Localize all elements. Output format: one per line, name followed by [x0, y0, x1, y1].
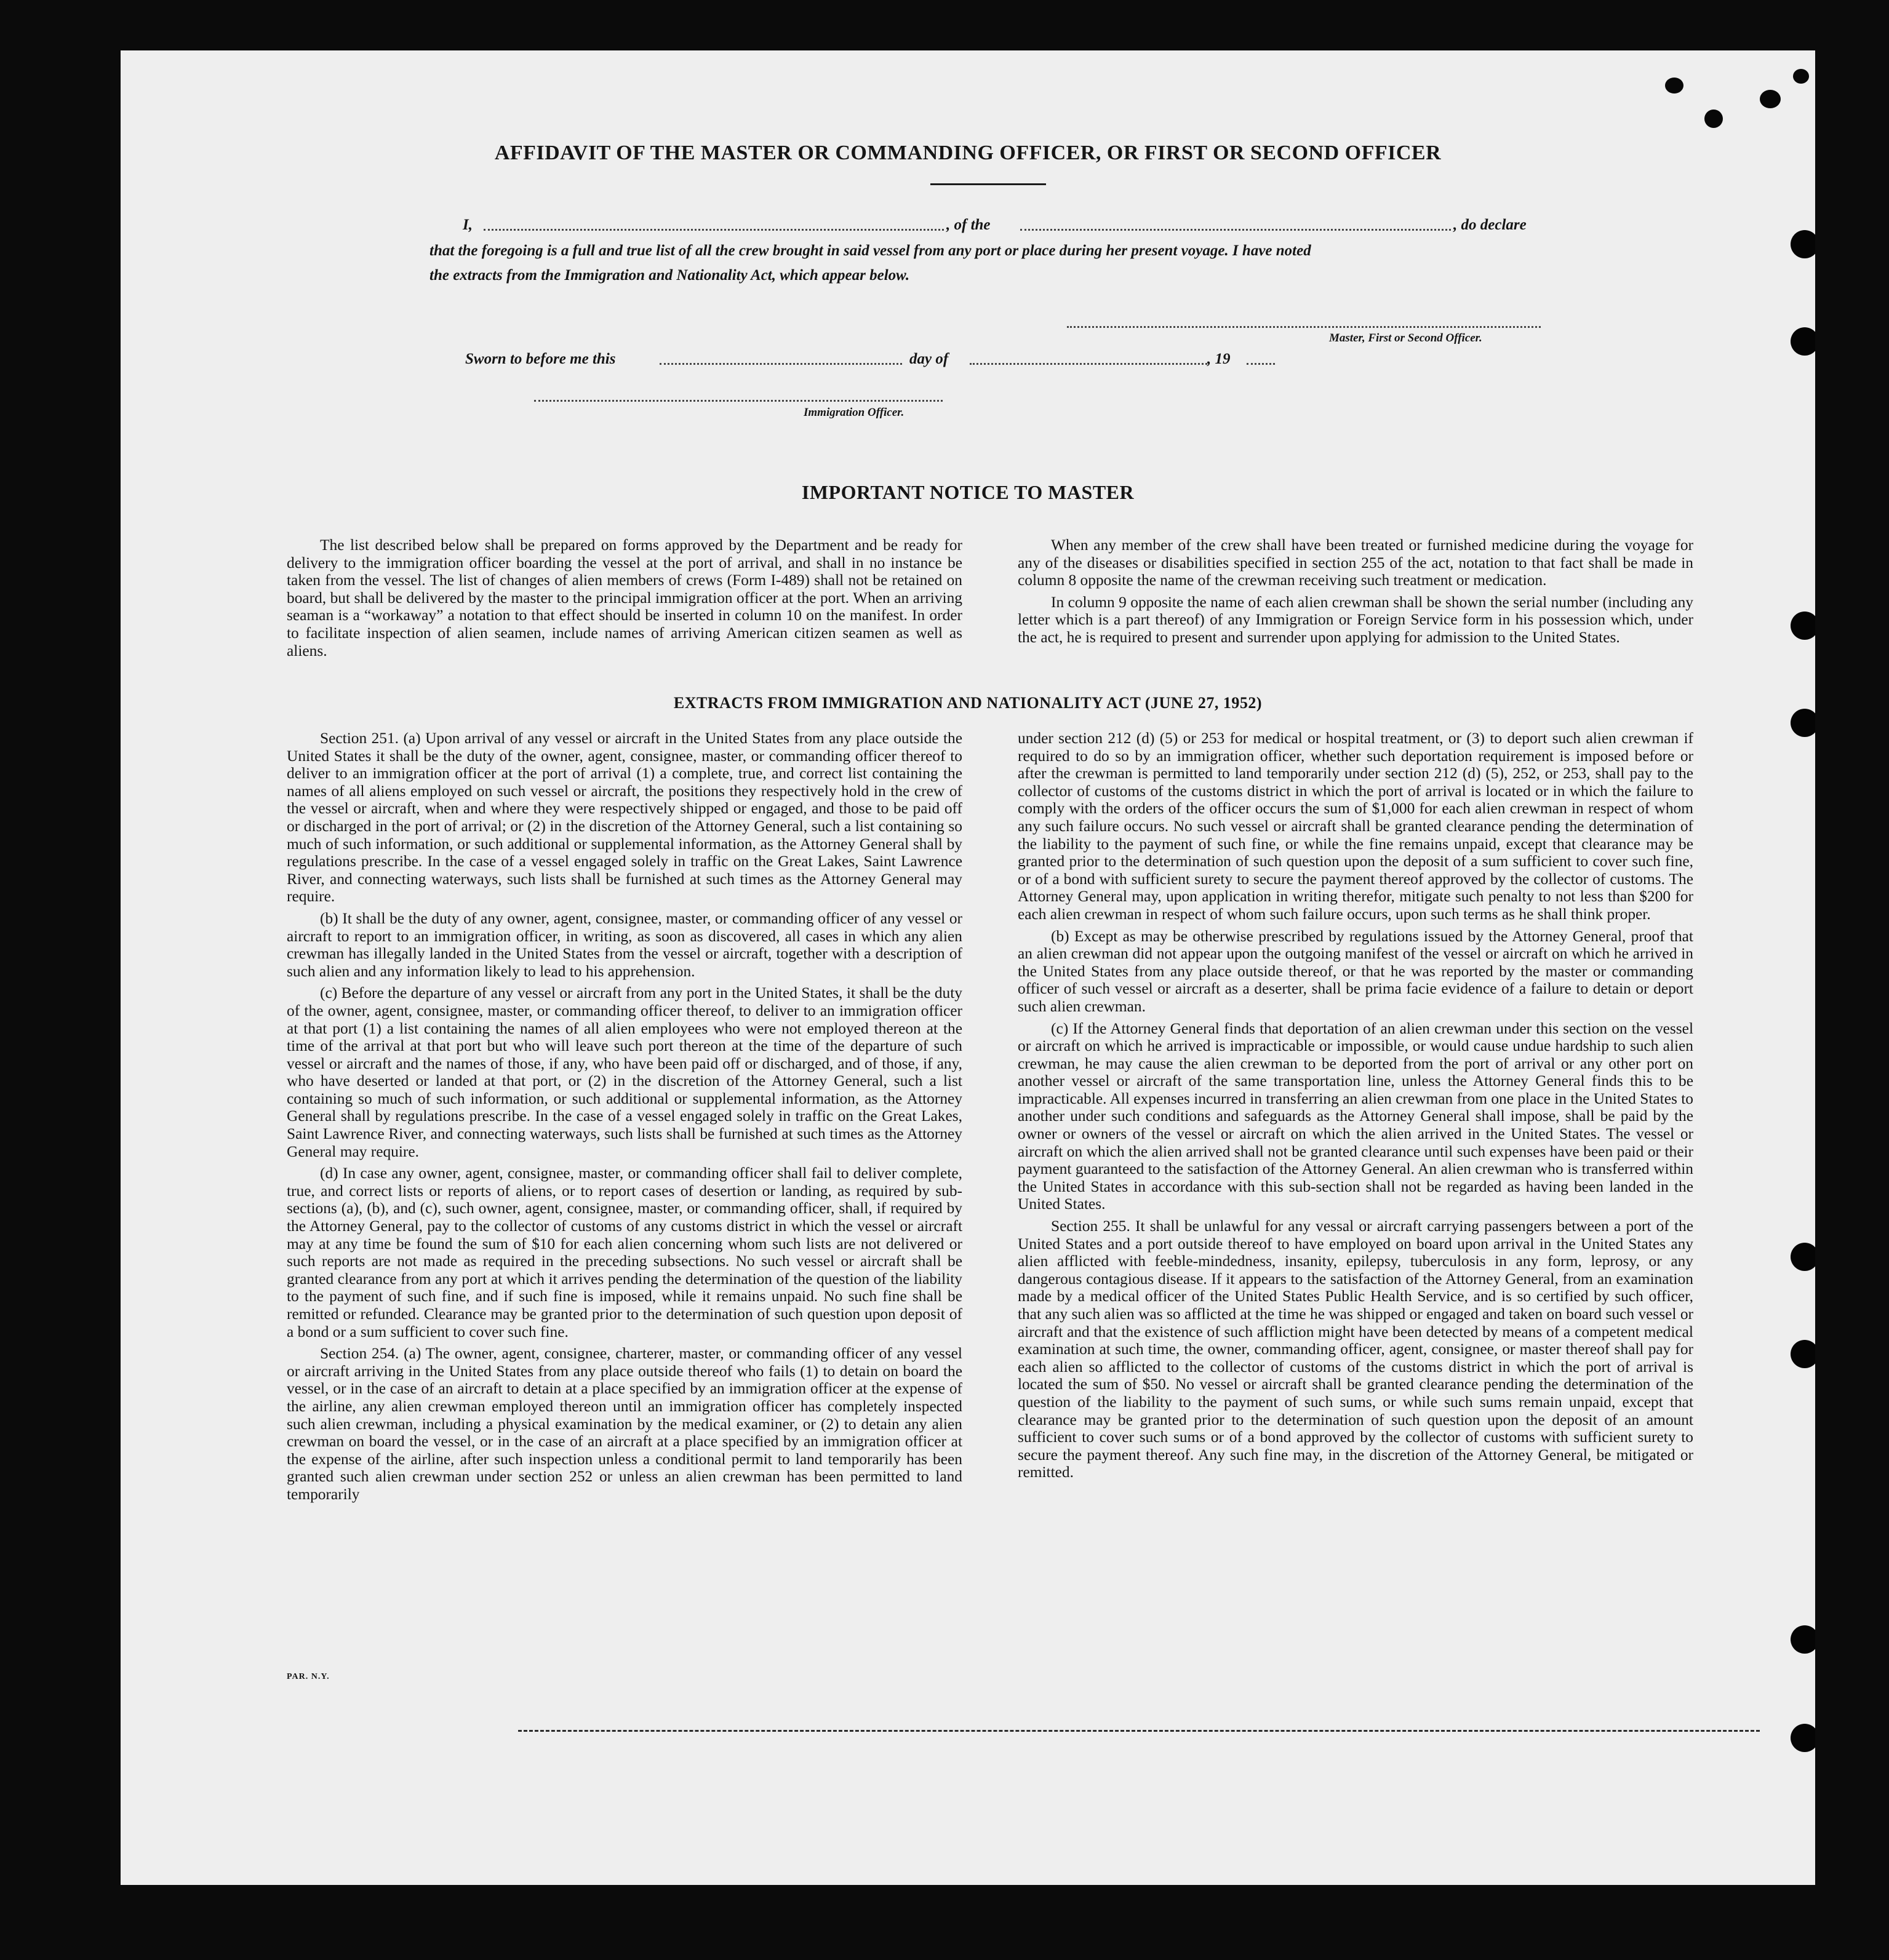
section-254-a: Section 254. (a) The owner, agent, consignee, charterer, master, or commanding officer of any vessel or aircraft arriving in the United States from any place outside thereof who fails (1) to detain on board the vessel, or in the case of an aircraft to detain at a place specified by an immigration officer at the expense of the airline, any alien crewman employed thereon until an immigration officer has completely inspected such alien crewman, including a physical examination by the medical examiner, or (2) to detain any alien crewman on board the vessel, or in the case of an aircraft at a place specified by an immigration officer at the expense of the airline, after such inspection unless a conditional permit to land temporarily has been granted such alien crewman under section 252 or unless an alien crewman has been permitted to land temporarily: [287, 1345, 962, 1503]
section-255: Section 255. It shall be unlawful for any vessal or aircraft carrying passengers between a port of the United States and a port outside thereof to have employed on board upon arrival in the United States any alien afflicted with feeble-mindedness, insanity, epilepsy, tuberculosis in any form, leprosy, or any dangerous contagious disease. If it appears to the satisfaction of the Attorney General, from an examination made by a medical officer of the United States Public Health Service, and is so certified by such officer, that any such alien was so afflicted at the time he was shipped or engaged and taken on board such vessel or aircraft and that the existence of such affliction might have been detected by means of a competent medical examination at such time, the owner, commanding officer, agent, consignee, or master thereof shall pay for each alien so afflicted to the collector of customs of the customs district in which the port of arrival is located the sum of $50. No vessel or aircraft shall be granted clearance pending the determination of the question of the liability to the payment of such sums, or while such sums remain unpaid, except that clearance may be granted prior to the determination of such question upon the deposit of an amount sufficient to cover such sums or of a bond approved by the collector of customs with sufficient surety to secure the payment thereof. Any such fine may, in the discretion of the Attorney General, be mitigated or remitted.: [1018, 1217, 1693, 1481]
punch-hole: [1791, 612, 1815, 640]
sworn-prefix-label: Sworn to before me this: [465, 351, 616, 367]
declaration-text-line-2: that the foregoing is a full and true list of all the crew brought in said vessel from any port or place during her present voyage. I have noted: [429, 242, 1311, 259]
immigration-officer-signature-line[interactable]: [534, 400, 943, 402]
notice-right-paragraph-1: When any member of the crew shall have been treated or furnished medicine during the voyage for any of the diseases or disabilities specified in section 255 of the act, notation to that fact shall be made in column 8 opposite the name of the crewman receiving such treatment or medication.: [1018, 536, 1693, 589]
title-underline: [930, 183, 1046, 185]
punch-hole: [1791, 709, 1815, 737]
sworn-day-blank[interactable]: [660, 363, 902, 365]
punch-hole: [1791, 1724, 1815, 1752]
declarant-name-blank[interactable]: [484, 229, 944, 231]
sworn-year-blank[interactable]: [1247, 363, 1275, 365]
vessel-name-blank[interactable]: [1020, 229, 1451, 231]
printer-mark: PAR. N.Y.: [287, 1672, 330, 1681]
punch-hole: [1791, 230, 1815, 258]
staple-mark: [1704, 110, 1723, 128]
notice-left-paragraph: The list described below shall be prepared on forms approved by the Department and be ready for delivery to the immigration officer boarding the vessel at the port of arrival, and shall in no instance be taken from the vessel. The list of changes of alien members of crews (Form I-489) shall not be retained on board, but shall be delivered by the master to the principal immigration officer at the port. When an arriving seaman is a “workaway” a notation to that effect should be inserted in column 10 on the manifest. In order to facilitate inspection of alien seamen, include names of arriving American citizen seamen as well as aliens.: [287, 536, 962, 659]
extracts-right-column: [1018, 730, 1693, 1486]
sworn-year-label: , 19: [1207, 351, 1231, 367]
notice-right-paragraph-2: In column 9 opposite the name of each alien crewman shall be shown the serial number (including any letter which is a part thereof) of any Immigration or Foreign Service form in his possession which, under the act, he is required to present and surrender upon applying for admission to the United States.: [1018, 593, 1693, 646]
section-251-b: (b) It shall be the duty of any owner, agent, consignee, master, or commanding officer of any vessel or aircraft to report to an immigration officer, in writing, as soon as discovered, all cases in which any alien crewman has illegally landed in the United States from the vessel or aircraft, together with a description of such alien and any information likely to lead to his apprehension.: [287, 909, 962, 980]
notice-right-column: [1018, 536, 1693, 651]
extracts-left-column: [287, 730, 962, 1508]
section-251-c: (c) Before the departure of any vessel or aircraft from any port in the United States, it shall be the duty of the owner, agent, consignee, master, or commanding officer thereof, to deliver to an immigration officer at that port (1) a list containing the names of all alien employees who were not employed thereon at the time of the arrival at that port but who will leave such port thereon at the time of the departure of such vessel or aircraft and the names of those, if any, who have been paid off or discharged, and of those, if any, who have deserted or landed at that port, or (2) in the discretion of the Attorney General, such a list containing so much of such information, or such additional or supplemental information, as the Attorney General shall by regulations prescribe. In the case of a vessel engaged solely in traffic on the Great Lakes, Saint Lawrence River, and connecting waterways, such lists shall be furnished at such times as the Attorney General may require.: [287, 984, 962, 1160]
sworn-day-of-label: day of: [909, 351, 949, 367]
sworn-month-blank[interactable]: [970, 363, 1207, 365]
declaration-of-the-label: , of the: [946, 217, 991, 233]
section-254-a-continued: under section 212 (d) (5) or 253 for medical or hospital treatment, or (3) to deport such alien crewman if required to do so by an immigration officer, whether such deportation requirement is imposed before or after the crewman is permitted to land temporarily under section 212 (d) (5), 252, or 253, shall pay to the collector of customs of the customs district in which the port of arrival is located or in which the failure to comply with the orders of the officer occurs the sum of $1,000 for each alien crewman in respect of whom any such failure occurs. No such vessel or aircraft shall be granted clearance pending the determination of the liability to the payment of such fine, or while the fine remains unpaid, except that clearance may be granted prior to the determination of such question upon the deposit of a sum sufficient to cover such fine, or of a bond with sufficient surety to secure the payment thereof approved by the collector of customs. The Attorney General may, upon application in writing therefor, mitigate such penalty to not less than $200 for each alien crewman in respect of whom such failure occurs, upon such terms as he shall think proper.: [1018, 730, 1693, 923]
section-251-d: (d) In case any owner, agent, consignee, master, or commanding officer shall fail to deliver complete, true, and correct lists or reports of aliens, or to report cases of desertion or landing, as required by sub-sections (a), (b), and (c), such owner, agent, consignee, master, or commanding officer, shall, if required by the Attorney General, pay to the collector of customs of any customs district in which the vessel or aircraft may at any time be found the sum of $10 for each alien concerning whom such lists are not delivered or such reports are not made as required in the preceding subsections. No such vessel or aircraft shall be granted clearance from any port at which it arrives pending the determination of the question of the liability to the payment of such fine, and if such fine is imposed, while it remains unpaid. No such fine shall be remitted or refunded. Clearance may be granted prior to the determination of such question upon deposit of a bond or a sum sufficient to cover such fine.: [287, 1165, 962, 1341]
extracts-title: EXTRACTS FROM IMMIGRATION AND NATIONALITY ACT (JUNE 27, 1952): [673, 694, 1263, 712]
staple-mark: [1665, 78, 1683, 94]
staple-mark: [1760, 90, 1781, 108]
declaration-do-declare-label: , do declare: [1453, 217, 1527, 233]
punch-hole: [1791, 1625, 1815, 1654]
bottom-dashed-rule: [518, 1730, 1760, 1732]
section-254-c: (c) If the Attorney General finds that deportation of an alien crewman under this section on the vessel or aircraft on which he arrived is impracticable or impossible, or would cause undue hardship to such alien crewman, he may cause the alien crewman to be deported from the port of arrival or any other port on another vessel or aircraft of the same transportation line, unless the Attorney General finds this to be impracticable. All expenses incurred in transferring an alien crewman from one place in the United States to another under such conditions and safeguards as the Attorney General shall impose, shall be paid by the owner or owners of the vessel or aircraft on which the alien arrived in the United States. The vessel or aircraft on which the alien arrived shall not be granted clearance until such expenses have been paid or their payment guaranteed to the satisfaction of the Attorney General. An alien crewman who is transferred within the United States in accordance with this sub-section shall not be regarded as having been landed in the United States.: [1018, 1019, 1693, 1213]
punch-hole: [1791, 327, 1815, 356]
notice-left-column: [287, 536, 962, 664]
affidavit-title: AFFIDAVIT OF THE MASTER OR COMMANDING OFFICER, OR FIRST OR SECOND OFFICER: [494, 141, 1442, 164]
punch-hole: [1791, 1243, 1815, 1271]
master-signature-caption: Master, First or Second Officer.: [1329, 332, 1482, 345]
master-signature-line[interactable]: [1067, 326, 1541, 328]
notice-title: IMPORTANT NOTICE TO MASTER: [801, 481, 1135, 503]
declaration-text-line-3: the extracts from the Immigration and Nationality Act, which appear below.: [429, 267, 910, 284]
document-page: [121, 50, 1815, 1885]
section-251-a: Section 251. (a) Upon arrival of any vessel or aircraft in the United States from any place outside the United States it shall be the duty of the owner, agent, consignee, master, or commanding officer thereof to deliver to an immigration officer at the port of arrival (1) a complete, true, and correct list containing the names of all aliens employed on such vessel or aircraft, the positions they respectively hold in the crew of the vessel or aircraft, when and where they were respectively shipped or engaged, and those to be paid off or discharged in the port of arrival; or (2) in the discretion of the Attorney General, such a list containing so much of such information, or such additional or supplemental information, as the Attorney General shall by regulations prescribe. In the case of a vessel engaged solely in traffic on the Great Lakes, Saint Lawrence River, and connecting waterways, such lists shall be furnished at such times as the Attorney General may require.: [287, 730, 962, 906]
declaration-i-label: I,: [463, 217, 473, 233]
immigration-officer-caption: Immigration Officer.: [804, 406, 905, 419]
punch-hole: [1791, 1340, 1815, 1368]
section-254-b: (b) Except as may be otherwise prescribed by regulations issued by the Attorney General, proof that an alien crewman did not appear upon the outgoing manifest of the vessel or aircraft on which he arrived in the United States from any place outside thereof, or that he was reported by the master or commanding officer of such vessel or aircraft as a deserter, shall be prima facie evidence of a failure to detain or deport such alien crewman.: [1018, 927, 1693, 1015]
staple-mark: [1793, 69, 1809, 84]
